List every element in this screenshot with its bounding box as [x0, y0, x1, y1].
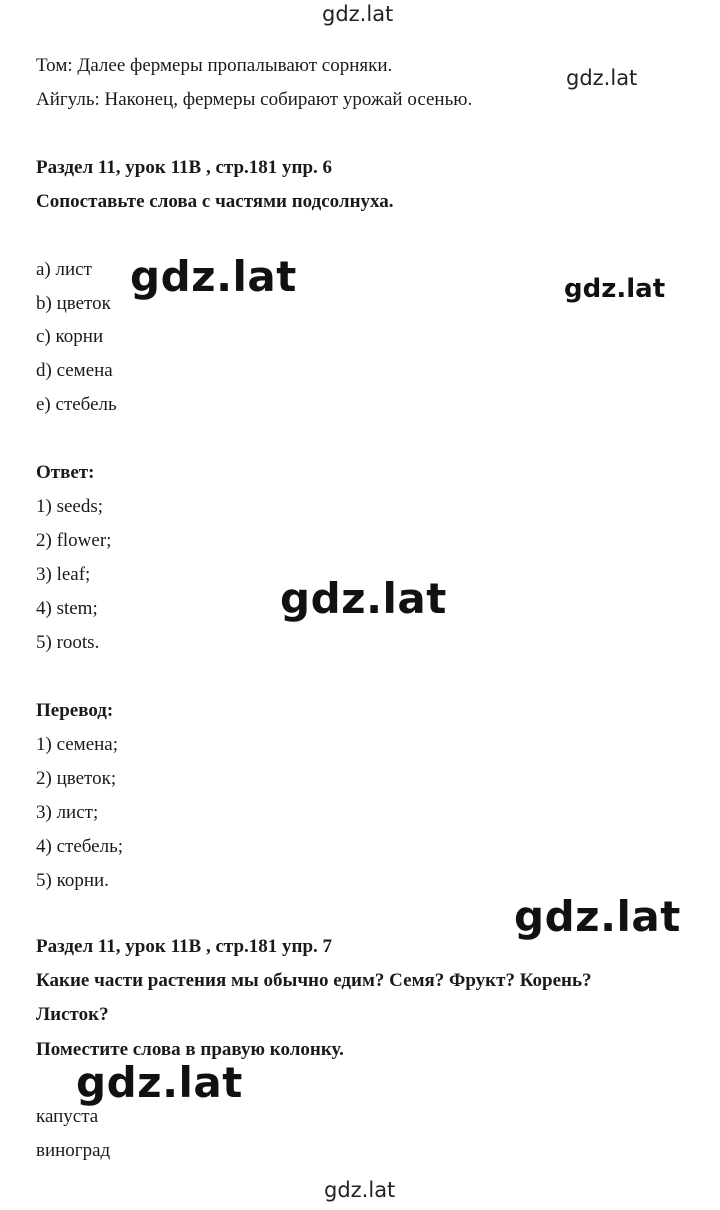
intro-line-aigul: Айгуль: Наконец, фермеры собирают урожай осенью.	[36, 89, 473, 110]
translation-item: 3) лист;	[36, 802, 99, 823]
exercise6-item: d) семена	[36, 360, 113, 381]
exercise7-question-line2: Листок?	[36, 1004, 109, 1025]
exercise6-item: b) цветок	[36, 293, 111, 314]
translation-label: Перевод:	[36, 700, 114, 721]
watermark-intro-right: gdz.lat	[566, 66, 638, 90]
exercise6-task: Сопоставьте слова с частями подсолнуха.	[36, 191, 394, 212]
exercise6-item: e) стебель	[36, 394, 117, 415]
translation-item: 5) корни.	[36, 870, 109, 891]
answer-item: 3) leaf;	[36, 564, 91, 585]
translation-item: 4) стебель;	[36, 836, 124, 857]
answer-item: 2) flower;	[36, 530, 112, 551]
answer-item: 1) seeds;	[36, 496, 104, 517]
exercise6-item: a) лист	[36, 259, 92, 280]
translation-item: 1) семена;	[36, 734, 119, 755]
exercise7-heading: Раздел 11, урок 11B , стр.181 упр. 7	[36, 936, 333, 957]
exercise7-word: виноград	[36, 1140, 111, 1161]
watermark-items-right: gdz.lat	[564, 274, 666, 304]
translation-item: 2) цветок;	[36, 768, 117, 789]
watermark-words-left: gdz.lat	[76, 1058, 243, 1107]
intro-line-tom: Том: Далее фермеры пропалывают сорняки.	[36, 55, 393, 76]
exercise7-question-line1: Какие части растения мы обычно едим? Семя? Фрукт? Корень?	[36, 970, 592, 991]
answer-item: 5) roots.	[36, 632, 100, 653]
exercise7-instruction: Поместите слова в правую колонку.	[36, 1039, 344, 1060]
watermark-exercise7-right: gdz.lat	[514, 892, 681, 941]
watermark-bottom: gdz.lat	[324, 1178, 396, 1202]
exercise7-word: капуста	[36, 1106, 99, 1127]
answer-label: Ответ:	[36, 462, 95, 483]
answer-item: 4) stem;	[36, 598, 98, 619]
exercise6-heading: Раздел 11, урок 11B , стр.181 упр. 6	[36, 157, 333, 178]
watermark-answers-center: gdz.lat	[280, 574, 447, 623]
exercise6-item: c) корни	[36, 326, 104, 347]
watermark-top: gdz.lat	[322, 2, 394, 26]
watermark-items-left: gdz.lat	[130, 252, 297, 301]
